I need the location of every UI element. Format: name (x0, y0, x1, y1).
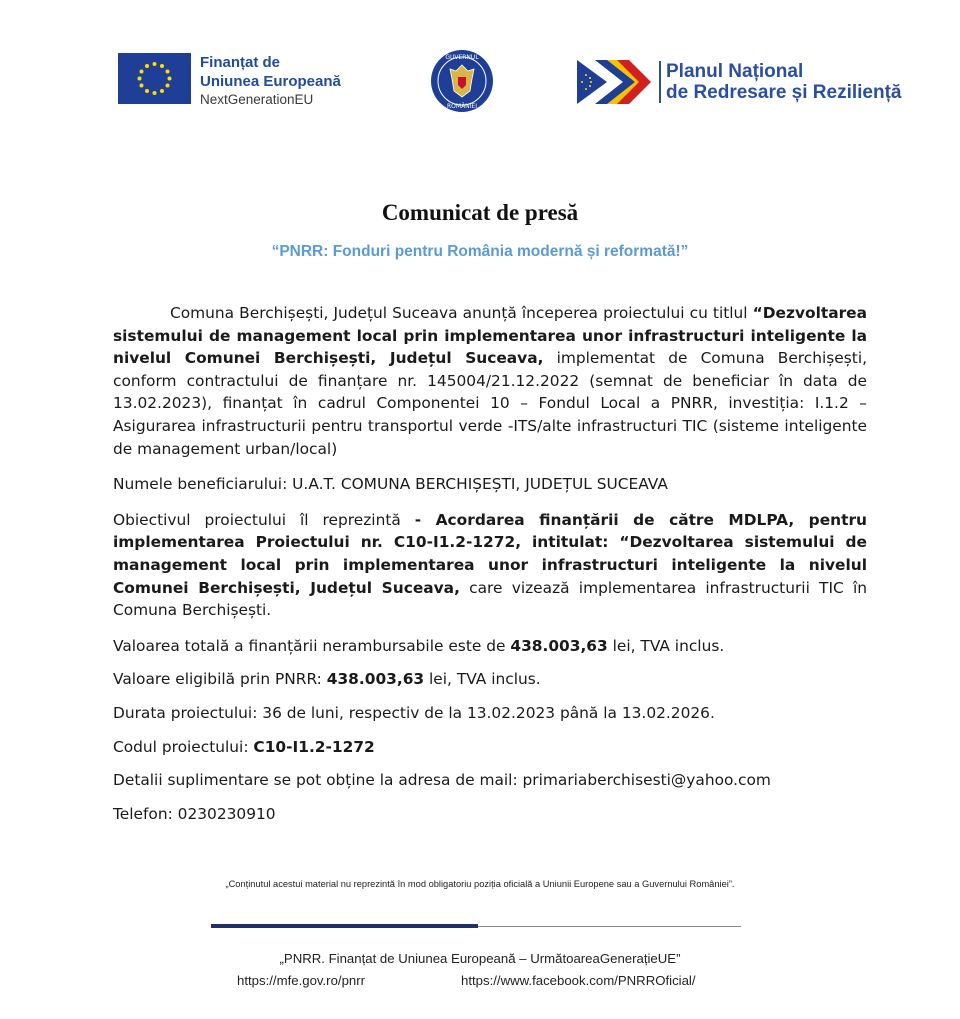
eligible-value-suffix: lei, TVA inclus. (424, 670, 541, 689)
svg-text:GUVERNUL: GUVERNUL (445, 54, 479, 61)
objective-intro: Obiectivul proiectului îl reprezintă (113, 510, 415, 529)
project-code-line (113, 736, 867, 759)
objective-rest: care vizează implementarea infrastructurii TIC în Comuna Berchișești. (113, 578, 867, 620)
eu-flag-icon (118, 53, 191, 104)
total-value-prefix: Valoarea totală a finanțării nerambursabile este de (113, 636, 511, 655)
project-code-prefix: Codul proiectului: (113, 737, 254, 756)
intro-paragraph (113, 302, 867, 460)
eu-funding-logo (118, 53, 341, 109)
duration-line: Durata proiectului: 36 de luni, respectiv de la 13.02.2023 până la 13.02.2026. (113, 703, 715, 722)
footer-link-facebook[interactable]: https://www.facebook.com/PNRROficial/ (461, 973, 696, 988)
pnrr-flag-icon (577, 60, 651, 104)
footer-link-mfe[interactable]: https://mfe.gov.ro/pnrr (237, 973, 366, 988)
eu-logo-line2: Uniunea Europeană (200, 73, 341, 90)
romanian-government-seal-icon (430, 49, 494, 113)
details-line (113, 769, 867, 792)
objective-paragraph (113, 509, 867, 622)
eu-logo-line3: NextGenerationEU (200, 92, 314, 107)
eu-logo-line1: Finanțat de (200, 54, 281, 71)
page-subtitle: “PNRR: Fonduri pentru România modernă și reformată!” (271, 243, 689, 260)
pnrr-logo (577, 60, 902, 104)
eligible-value-amount: 438.003,63 (326, 670, 425, 689)
contact-email[interactable]: primariaberchisesti@yahoo.com (522, 771, 771, 790)
footer-divider-accent (211, 924, 478, 928)
project-title: “Dezvoltarea sistemului de management local prin implementarea unor infrastructuri inteligente la nivelul Comunei Berchișești, Județul Suceava, (113, 304, 867, 368)
pnrr-logo-line1: Planul Național (666, 61, 804, 82)
page-title: Comunicat de presă (381, 200, 579, 225)
footer-divider-rule (478, 926, 741, 927)
intro-rest: implementat de Comuna Berchișești, conform contractului de finanțare nr. 145004/21.12.2022 (semnat de beneficiar în data de 13.02.2023), finanțat în cadrul Componentei 10 – Fondul Local a PNRR, investiția: I.1.2 – Asigurarea infrastructurii pentru transportul verde -ITS/alte infrastructuri TIC (sisteme inteligente de management urban/local) (113, 349, 868, 458)
svg-text:ROMÂNIEI: ROMÂNIEI (447, 103, 477, 110)
pnrr-logo-line2: de Redresare și Reziliență (666, 82, 902, 103)
document-body (113, 302, 867, 825)
phone-line: Telefon: 0230230910 (113, 804, 276, 823)
footer-disclaimer: „Conținutul acestui material nu reprezintă în mod obligatoriu poziția oficială a Uniunii Europene sau a Guvernului României”. (225, 879, 735, 889)
beneficiary-line: Numele beneficiarului: U.A.T. COMUNA BERCHIȘEȘTI, JUDEȚUL SUCEAVA (113, 475, 668, 494)
footer-slogan: „PNRR. Finanțat de Uniunea Europeană – UrmătoareaGenerațieUE” (279, 951, 681, 966)
intro-text: Comuna Berchișești, Județul Suceava anunță începerea proiectului cu titlul (170, 304, 753, 322)
eligible-value-prefix: Valoare eligibilă prin PNRR: (113, 670, 327, 689)
project-code-value: C10-I1.2-1272 (253, 737, 375, 756)
total-value-line (113, 635, 867, 658)
footer-divider (211, 924, 741, 928)
total-value-suffix: lei, TVA inclus. (607, 636, 725, 655)
objective-bold: - Acordarea finanțării de către MDLPA, pentru implementarea Proiectului nr. C10-I1.2-1272, intitulat: “Dezvoltarea sistemului de management local prin implementarea unor infrastructuri inteligente la nivelul Comunei Berchișești, Județul Suceava, (113, 510, 867, 597)
eligible-value-line (113, 668, 867, 691)
total-value-amount: 438.003,63 (510, 636, 608, 655)
details-prefix: Detalii suplimentare se pot obține la adresa de mail: (113, 771, 523, 790)
